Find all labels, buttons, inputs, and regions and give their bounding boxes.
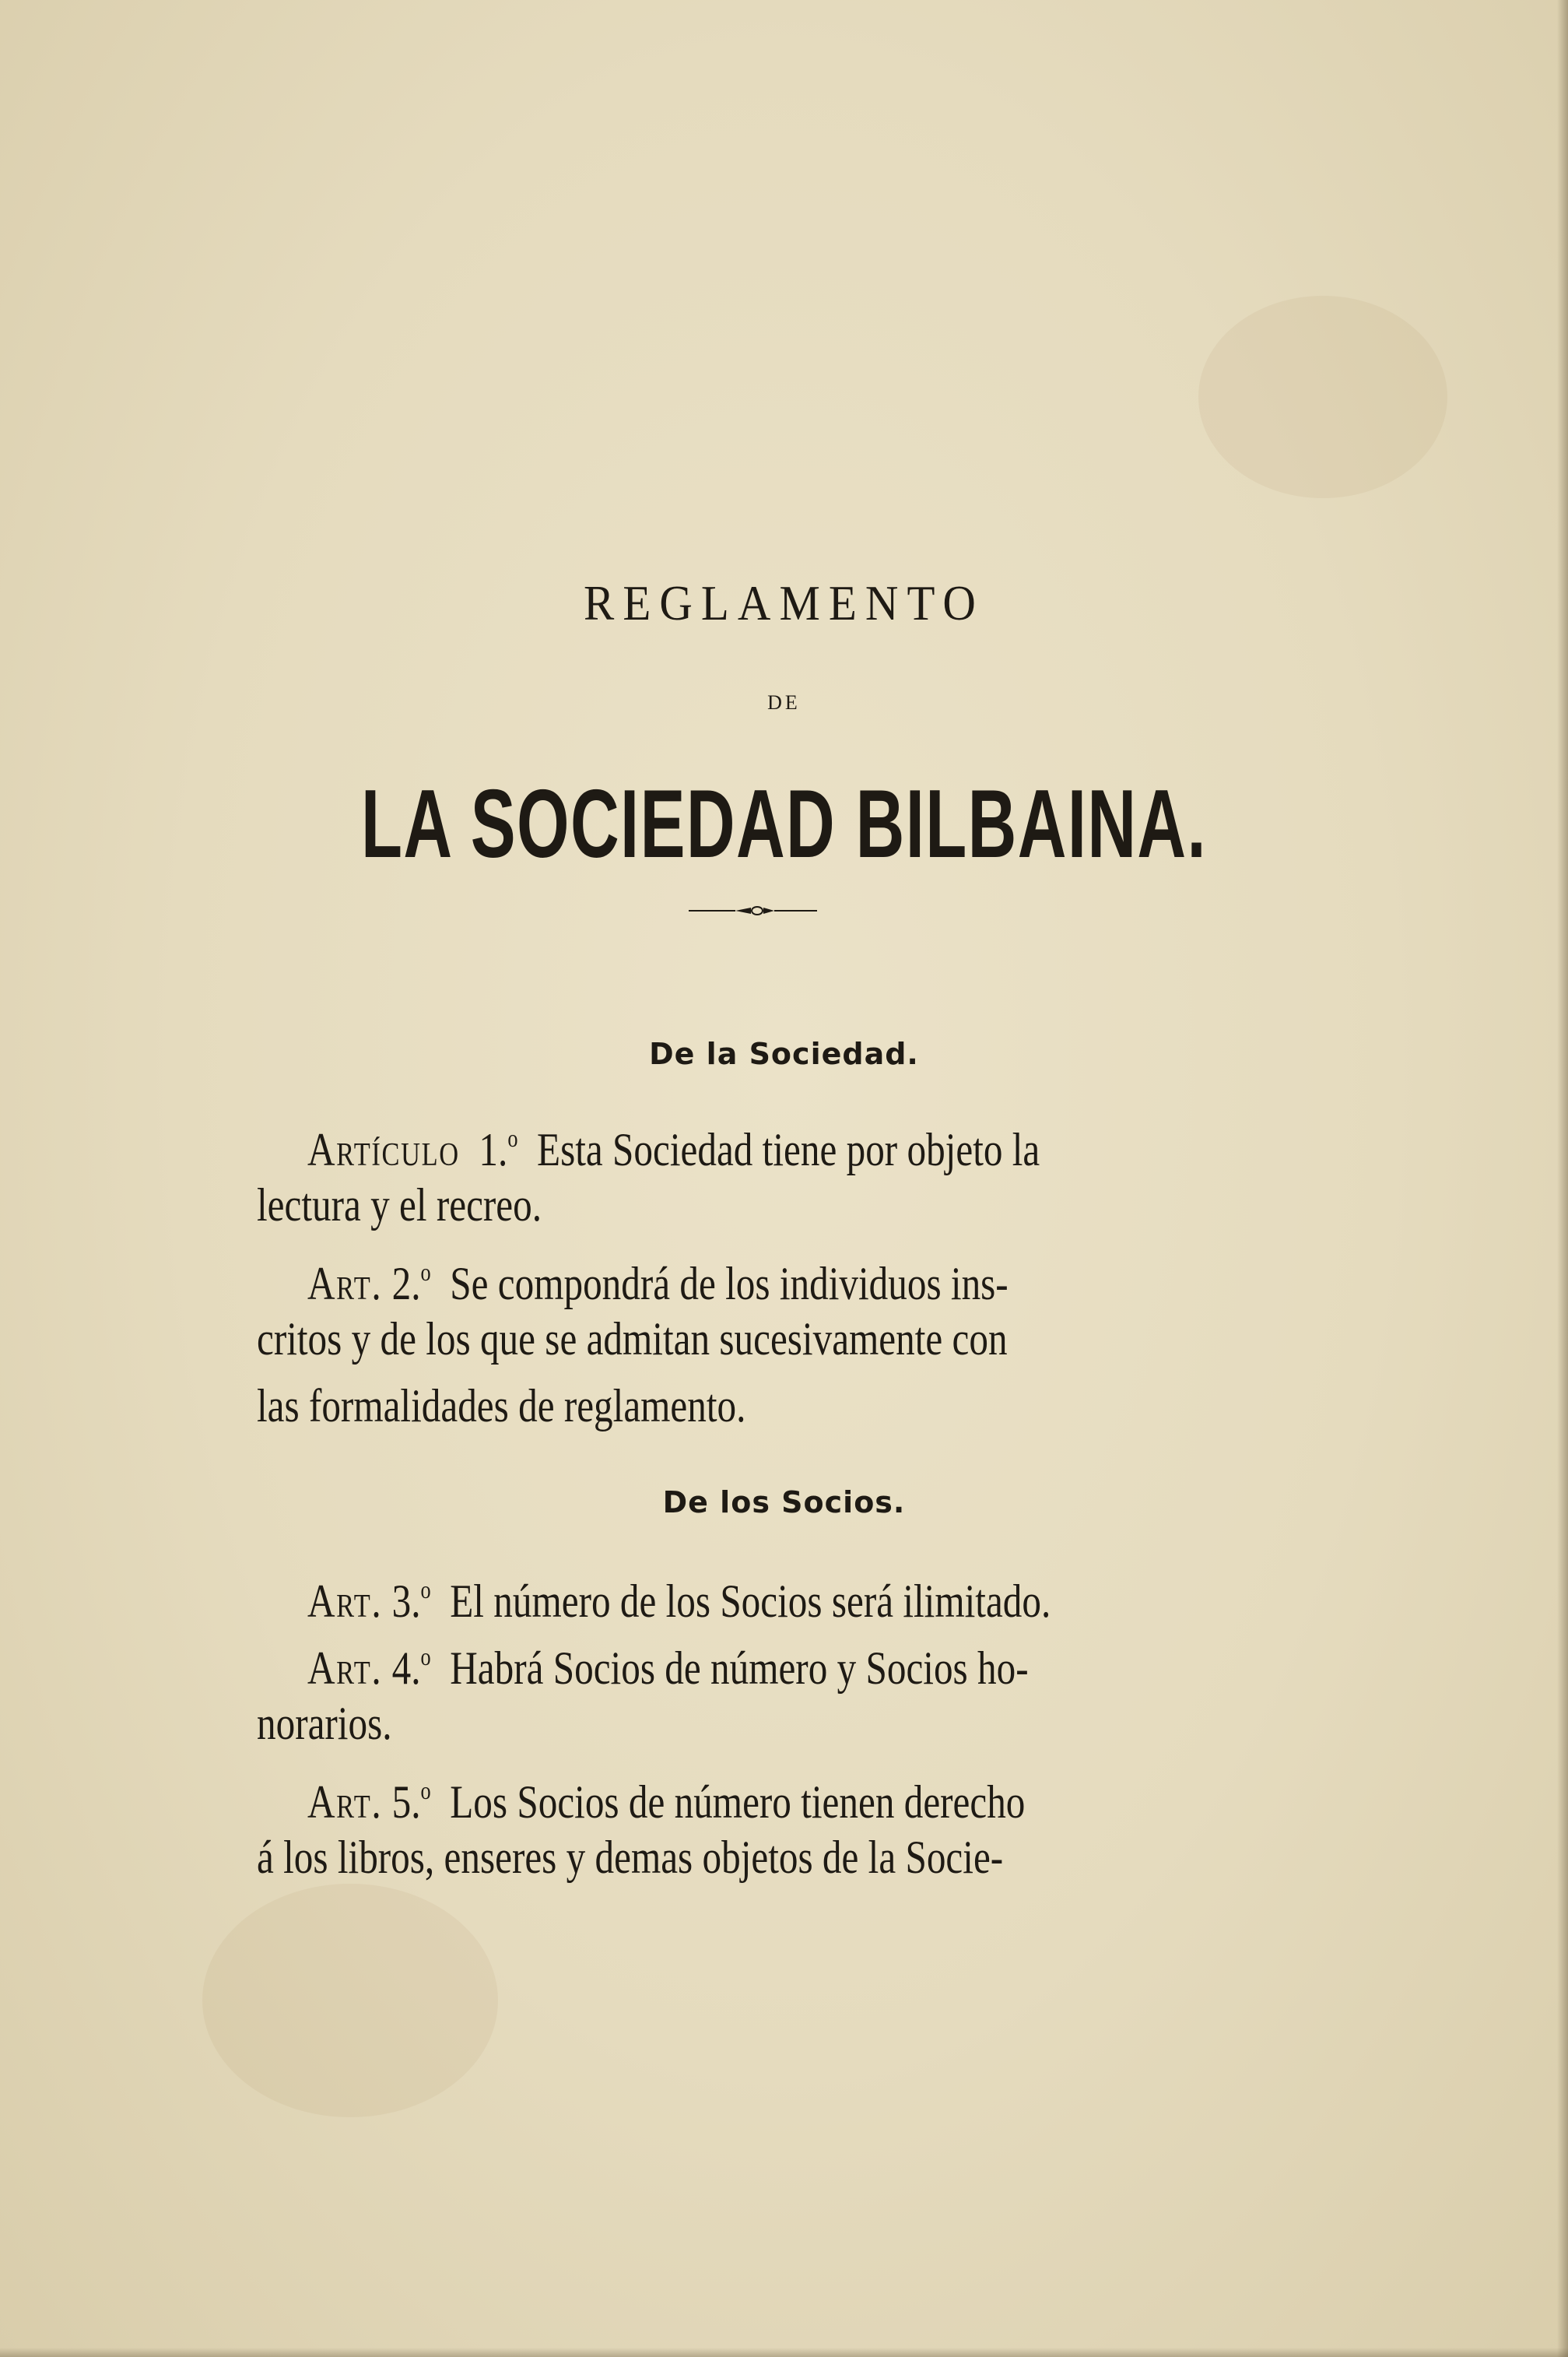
heading-reglamento: REGLAMENTO <box>584 575 984 631</box>
paper-stain <box>202 1884 498 2117</box>
article-line <box>307 1249 1131 1307</box>
page-edge-shadow <box>0 2348 1568 2357</box>
article-label: Art. <box>307 1258 383 1309</box>
paper-stain <box>1198 296 1447 498</box>
article-text: Los Socios de número tienen derecho <box>450 1776 1026 1828</box>
ordinal-mark: o <box>420 1642 431 1670</box>
ordinal-mark: o <box>420 1258 431 1286</box>
article-label: Artículo <box>307 1124 460 1175</box>
article-number: 3. <box>391 1575 421 1627</box>
text-line: lectura y el recreo. <box>257 1179 542 1231</box>
section-heading-sociedad: De la Sociedad. <box>649 1037 919 1071</box>
ordinal-mark: o <box>507 1124 518 1152</box>
ordinal-mark: o <box>420 1575 431 1604</box>
text-line: critos y de los que se admitan sucesivamente con <box>257 1313 1008 1365</box>
article-number: 5. <box>391 1776 421 1828</box>
text-line: norarios. <box>257 1698 392 1749</box>
page-edge-shadow <box>1557 0 1568 2357</box>
text-line: á los libros, enseres y demas objetos de la Socie- <box>257 1832 1004 1883</box>
text-line: las formalidades de reglamento. <box>257 1380 746 1431</box>
section-heading-socios: De los Socios. <box>662 1485 906 1519</box>
article-text: El número de los Socios será ilimitado. <box>450 1575 1051 1627</box>
article-number: 1. <box>479 1124 508 1175</box>
article-text: Habrá Socios de número y Socios ho- <box>450 1642 1029 1694</box>
heading-connector: DE <box>767 691 801 714</box>
divider-ornament <box>689 903 817 919</box>
article-number: 2. <box>391 1258 421 1309</box>
article-line <box>307 1767 1131 1828</box>
article-label: Art. <box>307 1642 383 1694</box>
article-text: Esta Sociedad tiene por objeto la <box>537 1124 1040 1175</box>
article-label: Art. <box>307 1776 383 1828</box>
article-label: Art. <box>307 1575 383 1627</box>
article-line <box>307 1566 1131 1625</box>
article-line <box>307 1633 1131 1694</box>
article-line <box>307 1115 1131 1173</box>
ordinal-mark: o <box>420 1776 431 1804</box>
page-title: LA SOCIEDAD BILBAINA. <box>360 771 1208 878</box>
article-text: Se compondrá de los individuos ins- <box>450 1258 1009 1309</box>
article-number: 4. <box>391 1642 421 1694</box>
